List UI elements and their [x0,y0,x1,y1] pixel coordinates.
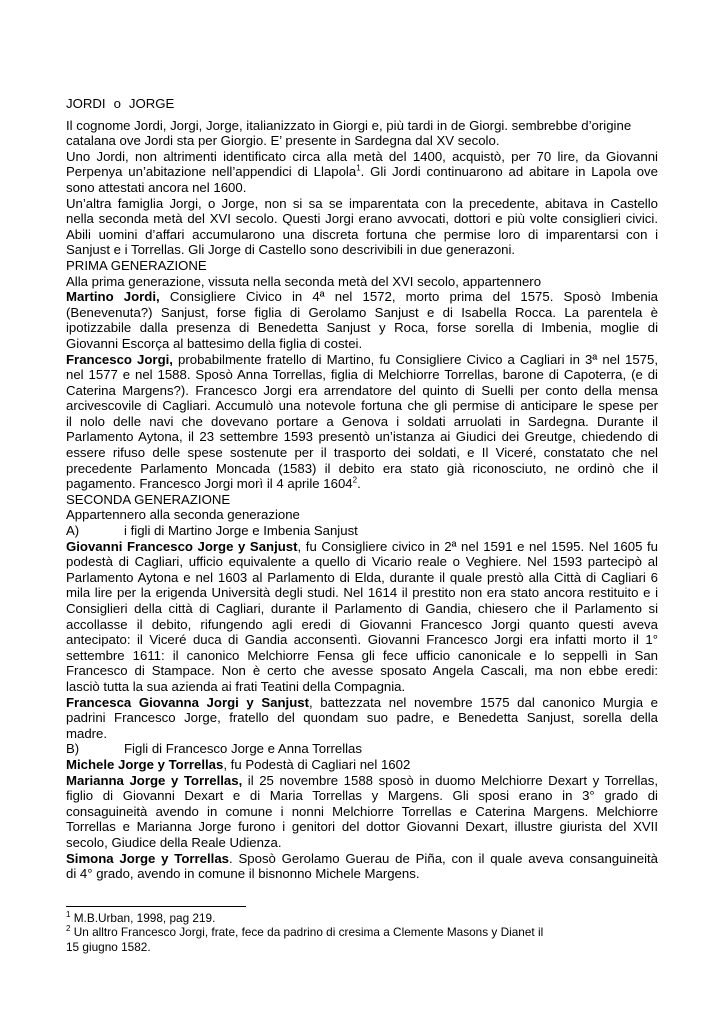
section-a: A) i figli di Martino Jorge e Imbenia Sanjust [66,523,358,539]
entry-martino-jordi: Martino Jordi, Consigliere Civico in 4ª nel 1572, morto prima del 1575. Sposò Imbenia (Benevenuta?) Sanjust, forse figlia di Gerolamo Sanjust e di Isabella Rocca. La parentela è ipotizzabile dalla presenza di Benedetta Sanjust y Roca, forse sorella di Imbenia, moglie di Giovanni Escorça al battesimo della figlia di costei. [66,289,658,351]
footnote-ref-2[interactable]: 2 [352,475,358,485]
document-body [66,96,658,882]
entry-marianna: Marianna Jorge y Torrellas, il 25 novembre 1588 sposò in duomo Melchiorre Dexart y Torrellas, figlio di Giovanni Dexart e di Maria Torrellas y Margens. Gli sposi erano in 3° grado di consaguineità avendo in comune i nonni Melchiorre Torrellas e Caterina Margens. Melchiorre Torrellas e Marianna Jorge furono i genitori del dottor Giovanni Dexart, illustre giurista del XVII secolo, Giudice della Reale Udienza. [66,772,658,850]
entry-michele: Michele Jorge y Torrellas, fu Podestà di Cagliari nel 1602 [66,756,411,772]
person-name: Martino Jordi, [66,289,160,305]
paragraph-origin: Il cognome Jordi, Jorgi, Jorge, italianizzato in Giorgi e, più tardi in de Giorgi. sembrebbe d’origine catalana ove Jordi sta per Giorgio. E’ presente in Sardegna dal XV secolo. [66,117,632,149]
intro-seconda-generazione: Appartennero alla seconda generazione [66,507,300,523]
person-name: Simona Jorge y Torrellas [66,850,230,866]
heading-prima-generazione: PRIMA GENERAZIONE [66,257,207,273]
section-b: B) Figli di Francesco Jorge e Anna Torrellas [66,741,362,757]
footnote-divider [66,906,246,907]
person-name: Michele Jorge y Torrellas [66,756,224,772]
paragraph-altra-famiglia: Un’altra famiglia Jorgi, o Jorge, non si sa se imparentata con la precedente, abitava in Castello nella seconda metà del XVI secolo. Questi Jorgi erano avvocati, dottori e più volte consiglieri civici. Abili uomini d’affari accumularono una discreta fortuna che permise loro di imparentarsi con i Sanjust e i Torrellas. Gli Jorge di Castello sono descrivibili in due generazoni. [66,195,658,258]
heading-seconda-generazione: SECONDA GENERAZIONE [66,491,231,507]
footnote-2: $^2$ Un alltro Francesco Jorgi, frate, fece da padrino di cresima a Clemente Masons y Dianet il [66,924,544,939]
entry-francesco-jorgi: Francesco Jorgi, probabilmente fratello di Martino, fu Consigliere Civico a Cagliari in 3ª nel 1575, nel 1577 e nel 1588. Sposò Anna Torrellas, figlia di Melchiorre Torrellas, barone di Capoterra, (e di Caterina Margens?). Francesco Jorgi era arrendatore del quinto di Suelli per conto della mensa arcivescovile di Cagliari. Accumulò una notevole fortuna che gli permise di anticipare le spese per il nolo delle navi che dovevano portare a Genova i soldati arruolati in Sardegna. Durante il Parlamento Aytona, il 23 settembre 1593 presentò un’istanza ai Giudici dei Greutge, chiedendo di essere rifuso delle spese sostenute per il trasporto dei soldati, e Il Viceré, constatato che nel precedente Parlamento Moncada (1583) il debito era stato già riconosciuto, ne ordinò che il pagamento. Francesco Jorgi morì il 4 aprile 1604$^2$. [66,351,658,492]
person-name: Marianna Jorge y Torrellas, [66,772,243,788]
entry-giovanni-francesco: Giovanni Francesco Jorge y Sanjust, fu Consigliere civico in 2ª nel 1591 e nel 1595. Nel 1605 fu podestà di Cagliari, ufficio equivalente a quello di Vicario reale o Veghiere. Nel 1593 partecipò al Parlamento Aytona e nel 1603 al Parlamento di Elda, durante il quale prestò alla Città di Cagliari 6 mila lire per la erigenda Università degli studi. Nel 1614 il prestito non era stato ancora restituito e i Consiglieri della città di Cagliari, durante il Parlamento di Gandia, chiesero che il Parlamento si accollasse il debito, rifungendo agli eredi di Giovanni Francesco Jorgi quanto questi aveva antecipato: il Viceré duca di Gandia acconsentì. Giovanni Francesco Jorgi era infatti morto il 1° settembre 1611: il canonico Melchiorre Fensa gli fece ufficio canonicale e lo seppellì in San Francesco di Stampace. Non è certo che avesse sposato Angela Cascali, ma non ebbe eredi: lasciò tutta la sua azienda ai frati Teatini della Compagnia. [66,538,658,694]
entry-simona: Simona Jorge y Torrellas. Sposò Gerolamo Guerau de Piña, con il quale aveva consanguineità di 4° grado, avendo in comune il bisnonno Michele Margens. [66,850,658,882]
paragraph-uno-jordi: Uno Jordi, non altrimenti identificato circa alla metà del 1400, acquistò, per 70 lire, da Giovanni Perpenya un’abitazione nell’appendici di Llapola$^1$. Gli Jordi continuarono ad abitare in Lapola ove sono attestati ancora nel 1600. [66,148,658,195]
footnote-ref-1[interactable]: 1 [356,163,361,173]
person-name: Francesca Giovanna Jorgi y Sanjust [66,694,309,710]
footnote-2-cont: 15 giugno 1582. [66,940,151,954]
entry-francesca-giovanna: Francesca Giovanna Jorgi y Sanjust, battezzata nel novembre 1575 dal canonico Murgia e padrini Francesco Jorge, fratello del quondam suo padre, e Benedetta Sanjust, sorella della madre. [66,694,659,741]
document-title: JORDI o JORGE [66,96,175,111]
footnote-1: $^1$ M.B.Urban, 1998, pag 219. [66,910,216,925]
person-name: Francesco Jorgi, [66,351,173,367]
intro-prima-generazione: Alla prima generazione, vissuta nella seconda metà del XVI secolo, appartennero [66,273,542,289]
person-name: Giovanni Francesco Jorge y Sanjust [66,538,298,554]
